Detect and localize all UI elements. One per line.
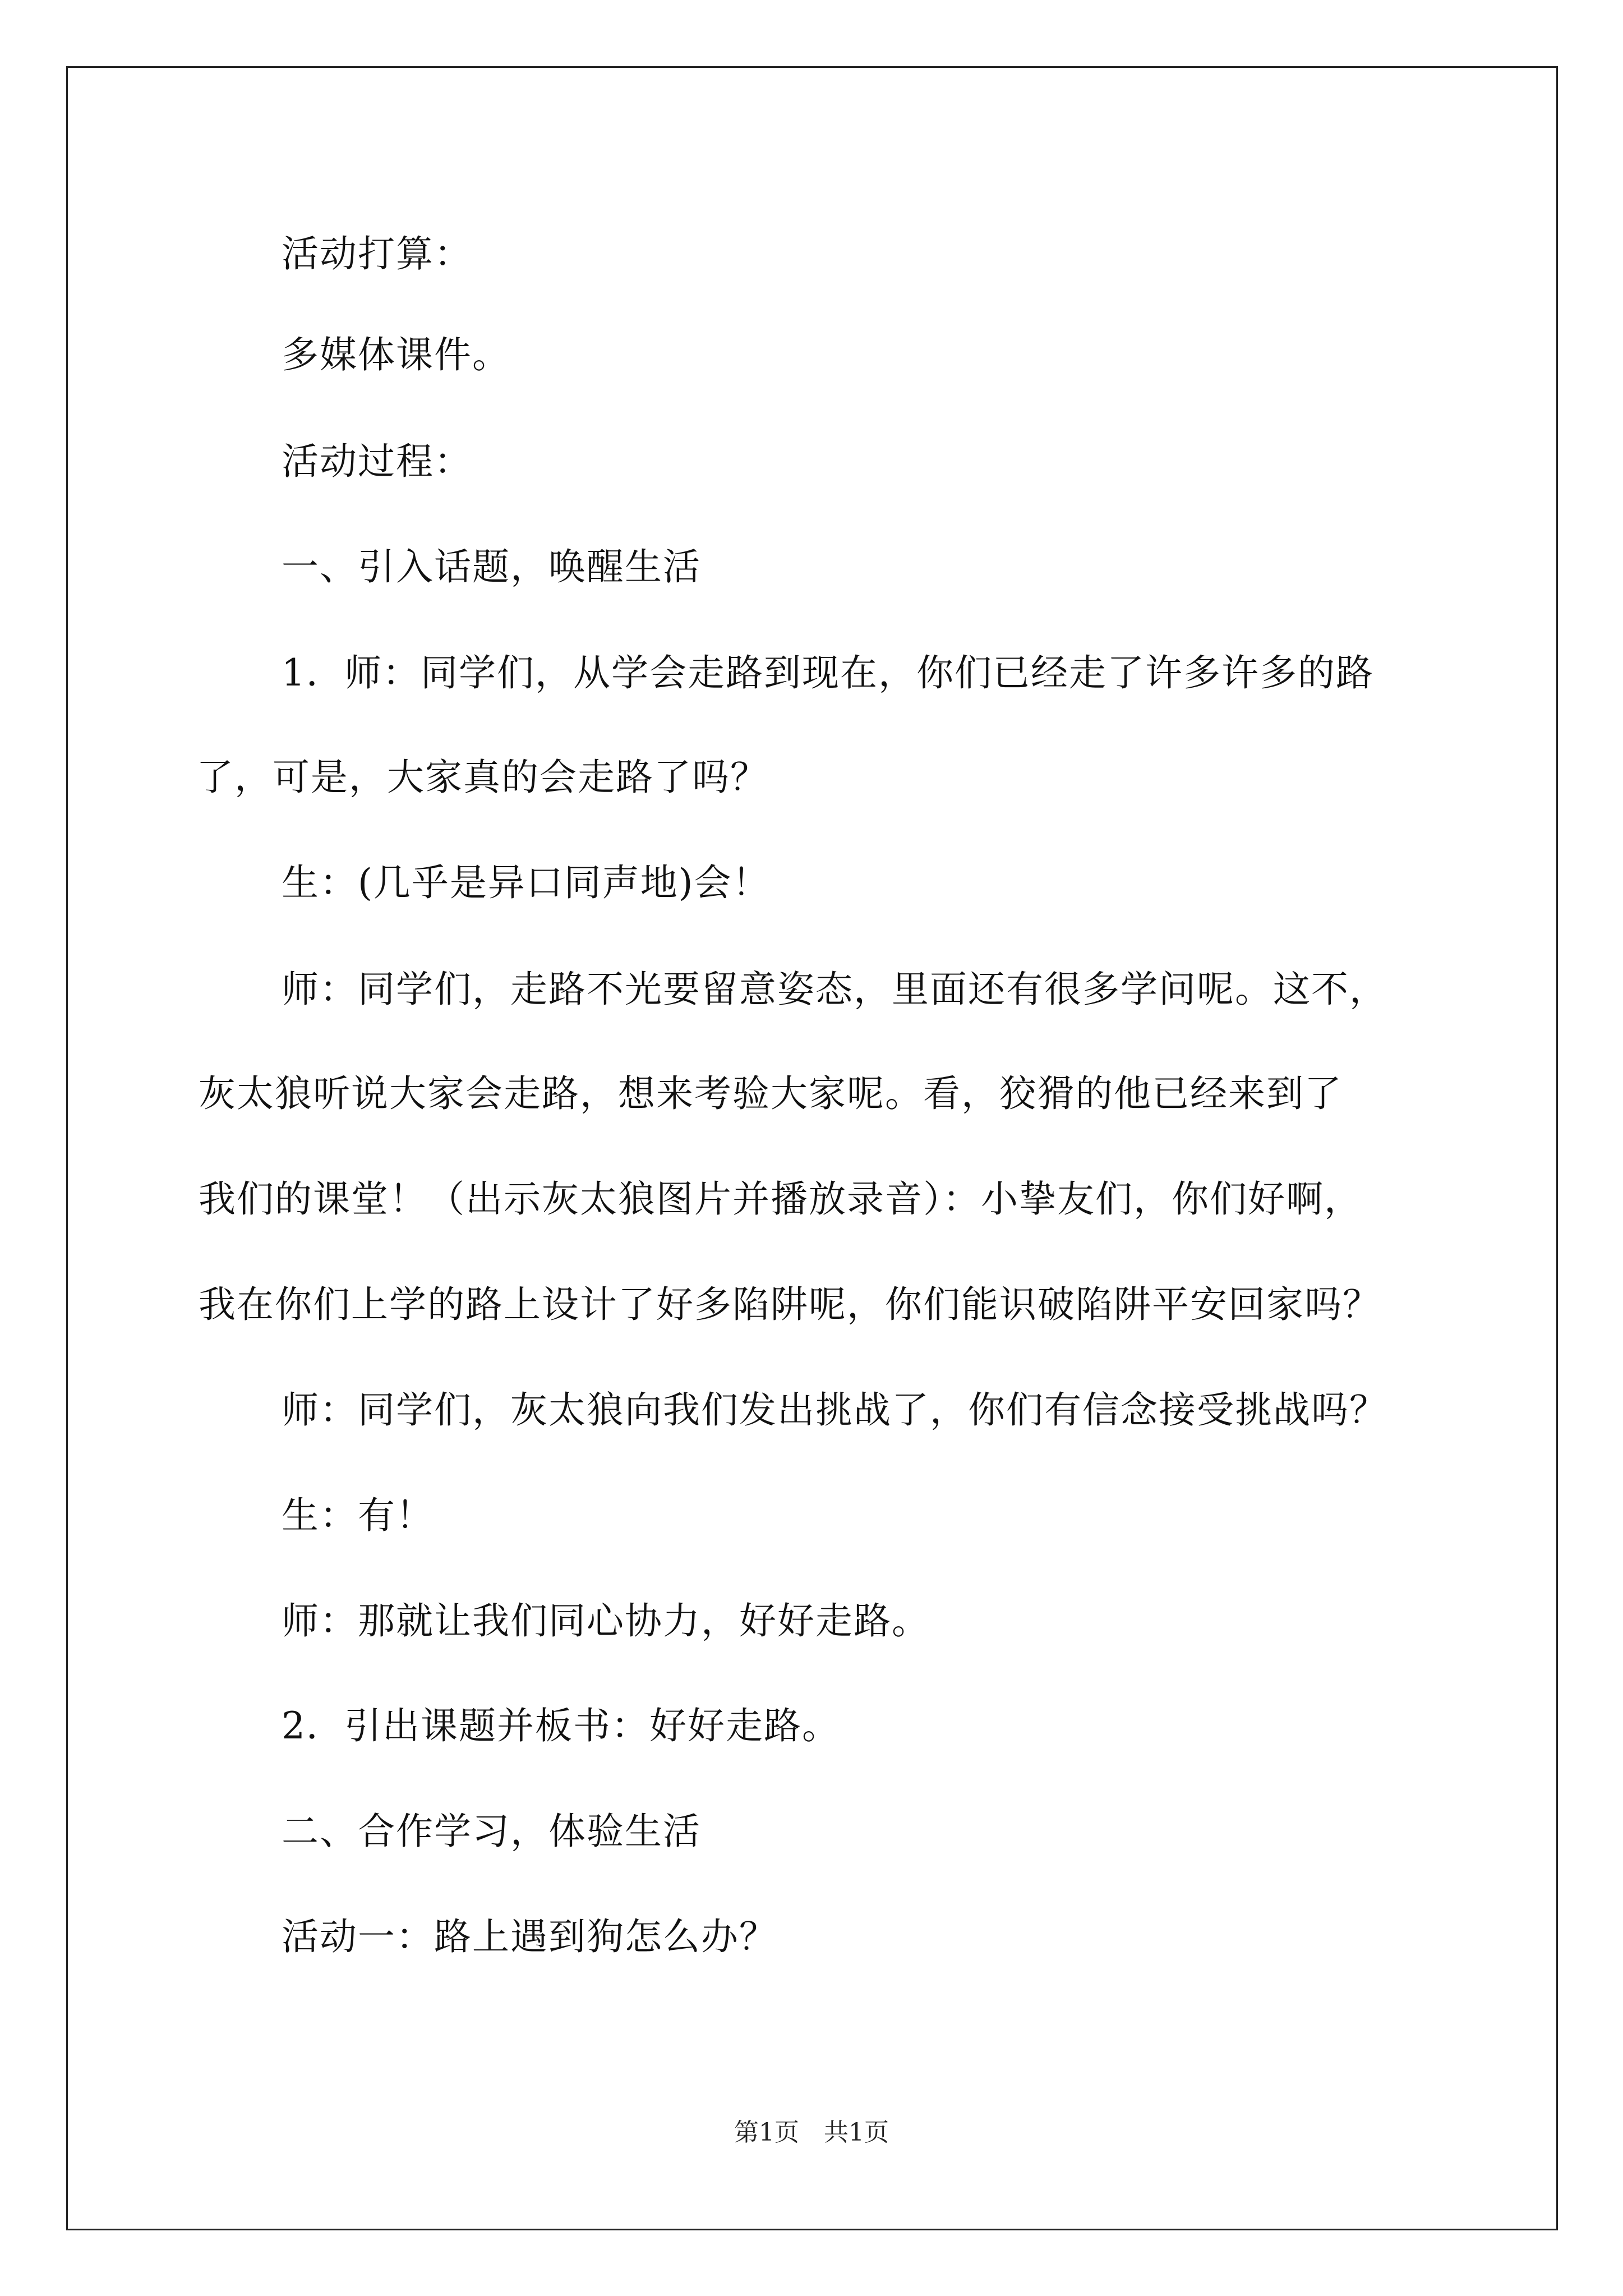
page-number-footer: 第1页 共1页 (734, 2118, 889, 2147)
paragraph-line: 活动打算： (282, 232, 472, 275)
paragraph-line: 师：同学们，灰太狼向我们发出挑战了，你们有信念接受挑战吗？ (282, 1388, 1387, 1432)
section-heading: 一、引入话题，唤醒生活 (282, 545, 701, 588)
paragraph-line: 活动一：路上遇到狗怎么办？ (282, 1915, 777, 1958)
page-border (66, 66, 1558, 2230)
paragraph-line: 生：(几乎是异口同声地)会！ (282, 861, 771, 904)
paragraph-line: 1．师：同学们，从学会走路到现在，你们已经走了许多许多的路 (282, 651, 1374, 694)
paragraph-line: 生：有！ (282, 1494, 434, 1537)
paragraph-line: 活动过程： (282, 440, 472, 483)
paragraph-line: 了，可是，大家真的会走路了吗？ (196, 756, 768, 799)
paragraph-line: 我们的课堂！（出示灰太狼图片并播放录音）：小挚友们，你们好啊， (199, 1177, 1362, 1221)
paragraph-line: 我在你们上学的路上设计了好多陷阱呢，你们能识破陷阱平安回家吗？ (199, 1283, 1381, 1326)
paragraph-line: 2．引出课题并板书：好好走路。 (282, 1704, 840, 1747)
section-heading: 二、合作学习，体验生活 (282, 1810, 701, 1853)
paragraph-line: 师：同学们，走路不光要留意姿态，里面还有很多学问呢。这不， (282, 968, 1387, 1011)
paragraph-line: 师：那就让我们同心协力，好好走路。 (282, 1599, 930, 1642)
paragraph-line: 灰太狼听说大家会走路，想来考验大家呢。看，狡猾的他已经来到了 (199, 1072, 1343, 1115)
paragraph-line: 多媒体课件。 (282, 333, 510, 376)
